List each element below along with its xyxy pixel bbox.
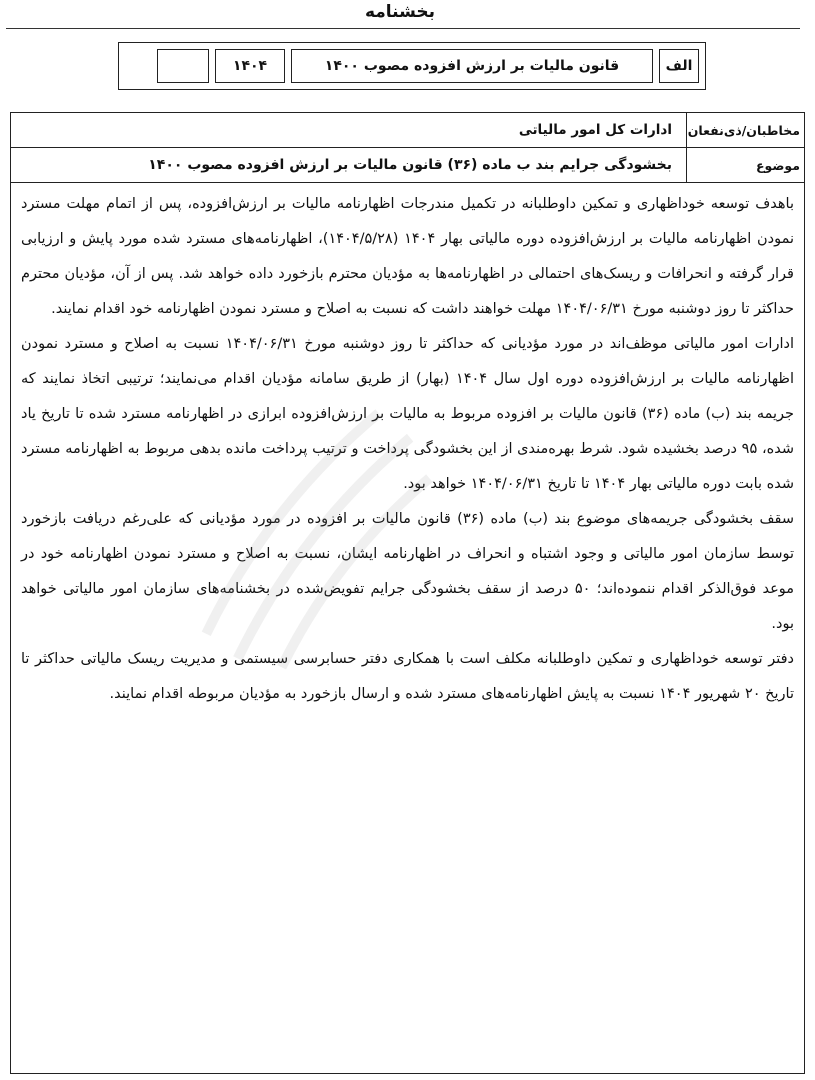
subject-row xyxy=(11,148,804,183)
addressee-label: مخاطبان/ذی‌نفعان xyxy=(686,113,804,147)
header-divider xyxy=(6,28,800,29)
subject-label: موضوع xyxy=(686,148,804,182)
document-title: بخشنامه xyxy=(364,2,436,22)
paragraph-3: سقف بخشودگی جریمه‌های موضوع بند (ب) ماده (۳۶) قانون مالیات بر افزوده در مورد مؤدیانی که علی‌رغم دریافت بازخورد توسط سازمان امور مالیاتی و وجود اشتباه و انحراف در اظهارنامه ایشان، نسبت به اصلاح و مسترد نمودن اظهارنامه خود در موعد فوق‌الذکر اقدام ننموده‌اند؛ ۵۰ درصد از سقف بخشودگی جرایم تفویض‌شده در بخشنامه‌های سازمان امور مالیاتی خواهد بود. xyxy=(21,511,794,632)
addressee-row xyxy=(11,113,804,148)
document-body-frame xyxy=(10,112,805,1074)
reference-letter: الف xyxy=(659,49,699,83)
paragraph-2: ادارات امور مالیاتی موظف‌اند در مورد مؤدیانی که حداکثر تا روز دوشنبه مورخ ۱۴۰۴/۰۶/۳۱ نسبت به اصلاح و مسترد نمودن اظهارنامه مالیات بر ارزش‌افزوده دوره اول سال ۱۴۰۴ (بهار) از طریق سامانه مؤدیان اقدام می‌نمایند؛ ترتیبی اتخاذ نمایند که جریمه بند (ب) ماده (۳۶) قانون مالیات بر افزوده مربوط به مالیات بر ارزش‌افزوده ابرازی در اظهارنامه مسترد شده تا تاریخ یاد شده، ۹۵ درصد بخشیده شود. شرط بهره‌مندی از این بخشودگی پرداخت و ترتیب پرداخت مانده بدهی مربوط به اظهارنامه مسترد شده بابت دوره مالیاتی بهار ۱۴۰۴ تا تاریخ ۱۴۰۴/۰۶/۳۱ خواهد بود. xyxy=(21,336,794,492)
addressee-value: ادارات کل امور مالیاتی xyxy=(518,122,672,138)
reference-empty-cell xyxy=(157,49,209,83)
reference-law: قانون مالیات بر ارزش افزوده مصوب ۱۴۰۰ xyxy=(291,49,653,83)
paragraph-1: باهدف توسعه خوداظهاری و تمکین داوطلبانه در تکمیل مندرجات اظهارنامه مالیات بر ارزش‌افزوده، پس از اتمام مهلت مسترد نمودن اظهارنامه مالیات بر ارزش‌افزوده دوره مالیاتی بهار ۱۴۰۴ (۱۴۰۴/۵/۲۸)، اظهارنامه‌های مسترد شده مورد پایش و ارزیابی قرار گرفته و انحرافات و ریسک‌های احتمالی در اظهارنامه‌ها به مؤدیان محترم بازخورد داده خواهد شد. پس از آن، مؤدیان محترم حداکثر تا روز دوشنبه مورخ ۱۴۰۴/۰۶/۳۱ مهلت خواهند داشت که نسبت به اصلاح و مسترد نمودن اظهارنامه خود اقدام نمایند. xyxy=(21,196,794,317)
reference-year: ۱۴۰۴ xyxy=(215,49,285,83)
body-text xyxy=(11,183,804,712)
subject-value: بخشودگی جرایم بند ب ماده (۳۶) قانون مالیات بر ارزش افزوده مصوب ۱۴۰۰ xyxy=(148,157,672,173)
paragraph-4: دفتر توسعه خوداظهاری و تمکین داوطلبانه مکلف است با همکاری دفتر حسابرسی سیستمی و مدیریت ریسک مالیاتی حداکثر تا تاریخ ۲۰ شهریور ۱۴۰۴ نسبت به پایش اظهارنامه‌های مسترد شده و ارسال بازخورد به مؤدیان مربوطه اقدام نمایند. xyxy=(21,651,794,702)
reference-bar xyxy=(118,42,706,90)
